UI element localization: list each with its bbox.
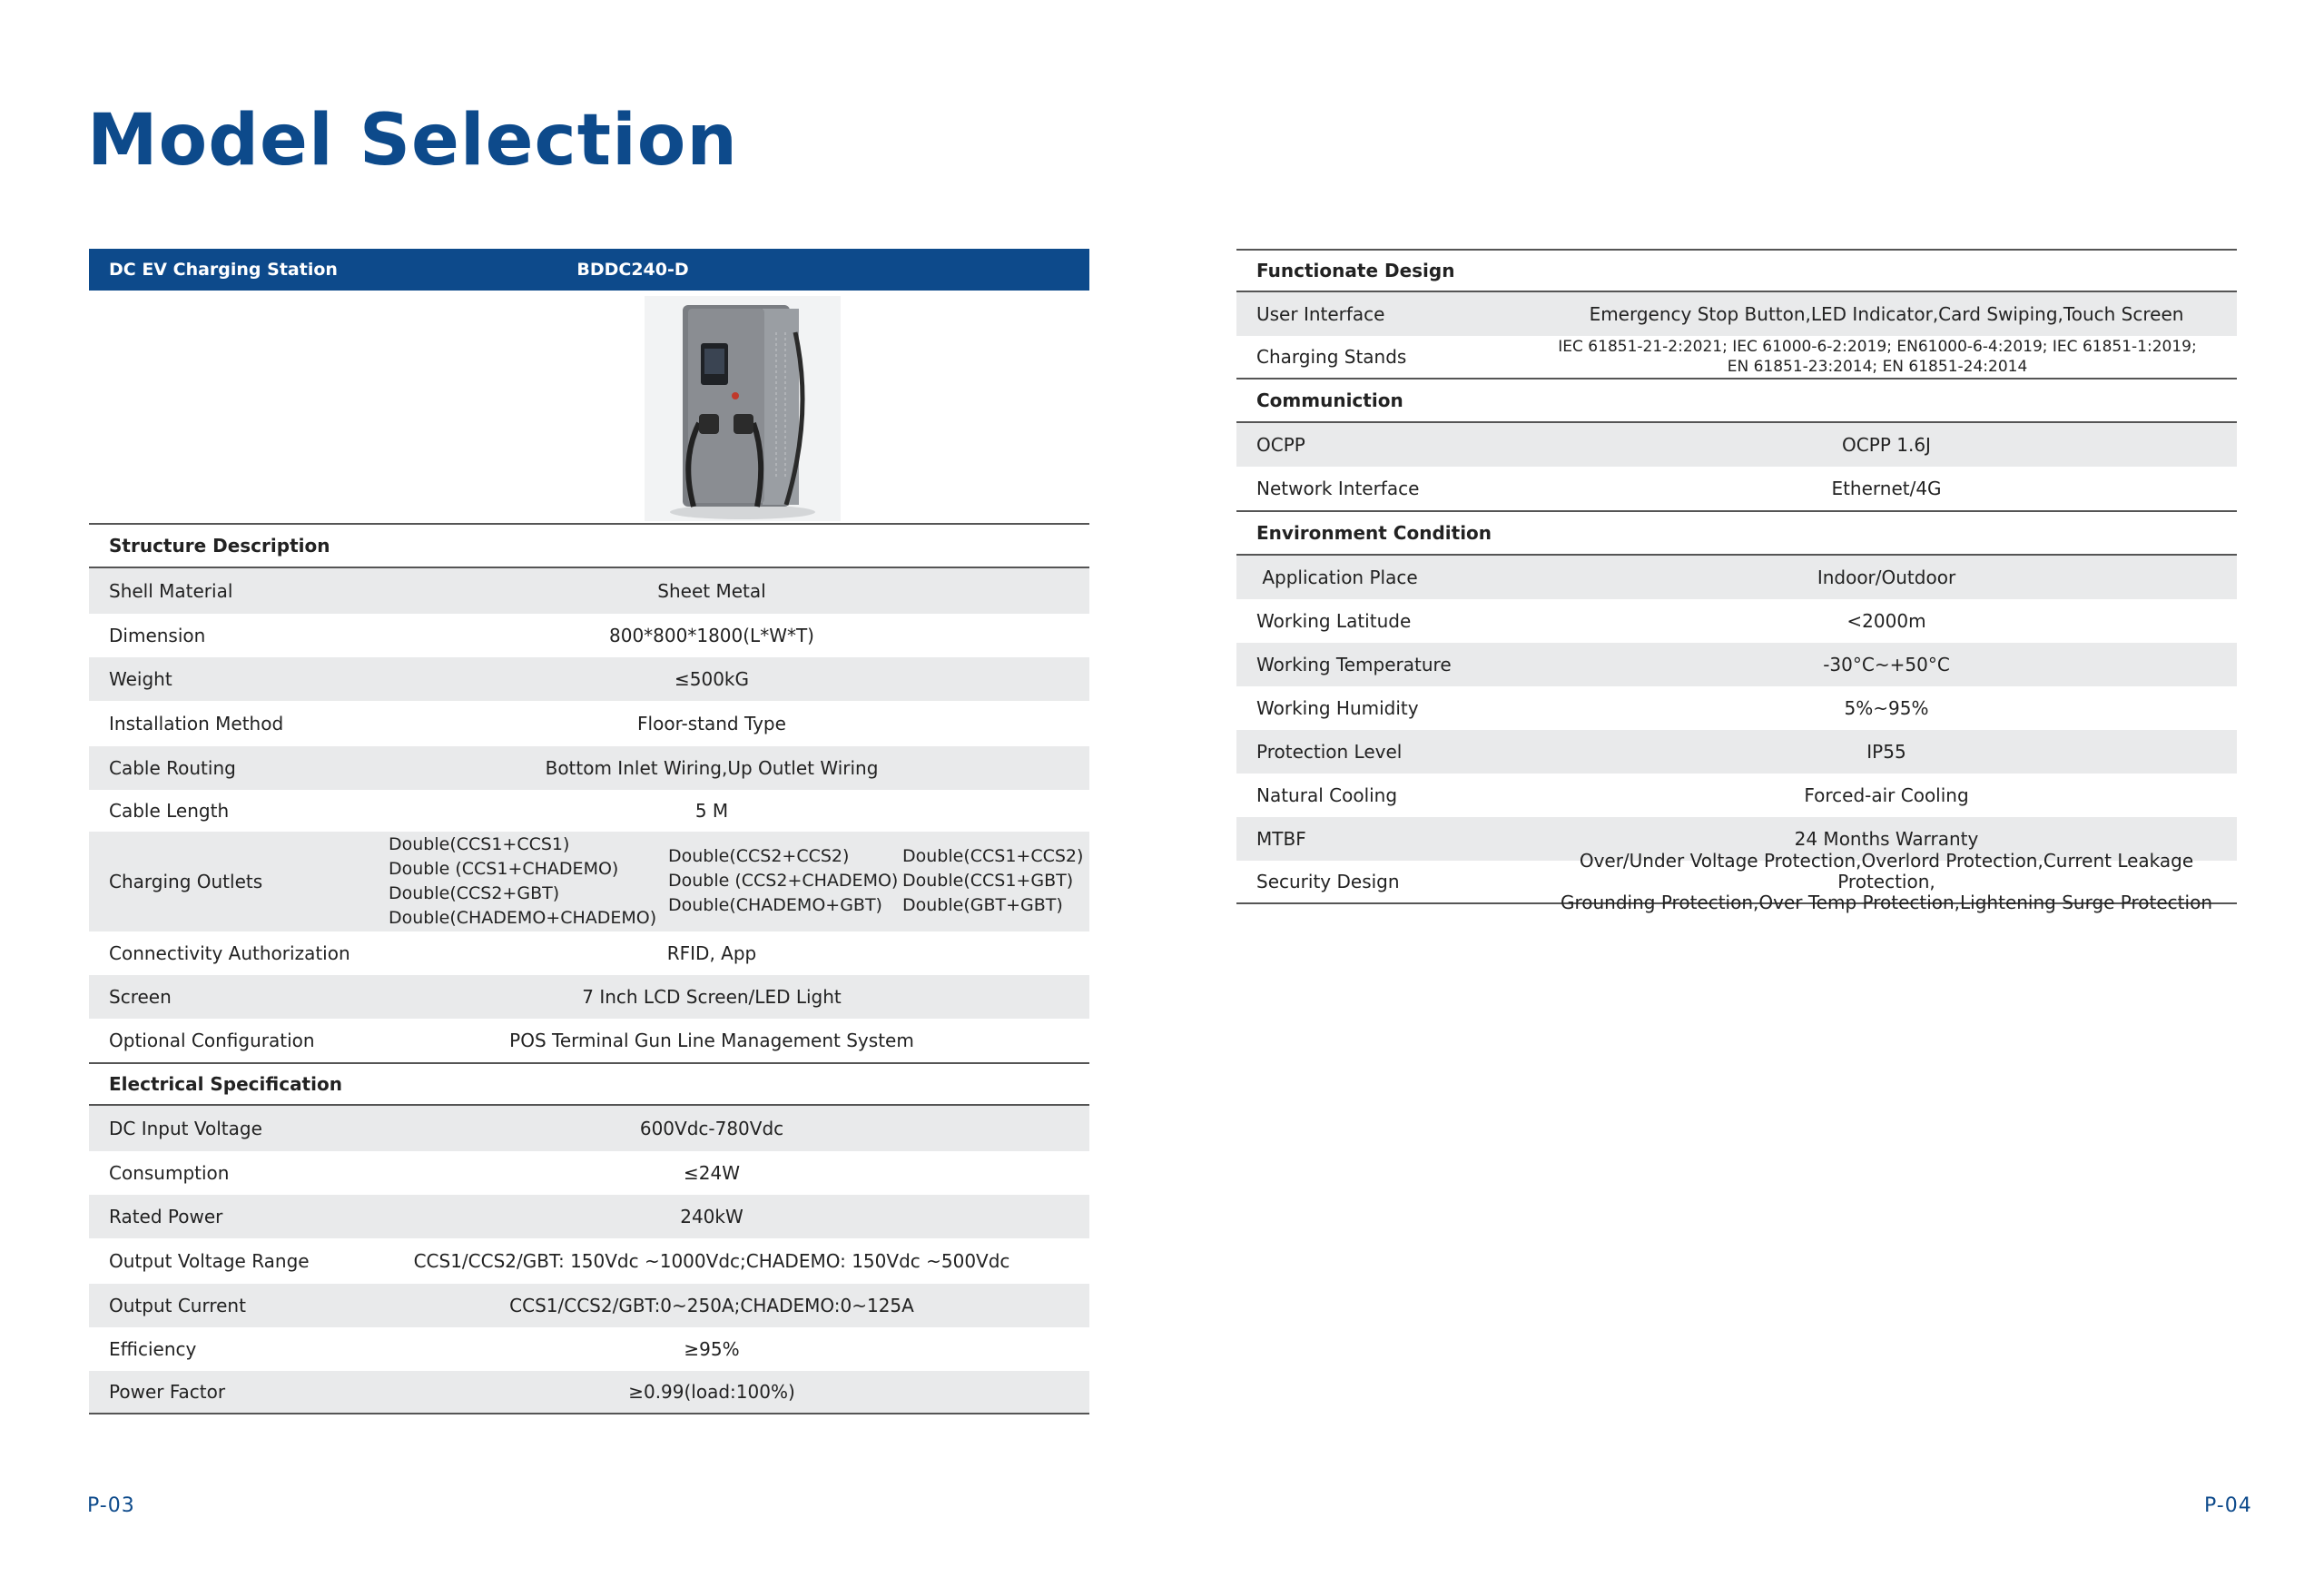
table-row: Shell Material Sheet Metal	[89, 568, 1089, 614]
table-row: MTBF 24 Months Warranty	[1236, 817, 2237, 861]
charging-outlets-row: Charging Outlets Double(CCS1+CCS1) Double (CCS1+CHADEMO) Double(CCS2+GBT) Double(CHADEMO+CHADEMO) Double(CCS2+CCS2) Double (CCS2+CHADEMO) Double(CHADEMO+GBT) Double(CCS1+CCS2) Double(CCS1+GBT) Double(GBT+GBT)	[89, 832, 1089, 931]
left-spec-table	[89, 249, 1089, 1414]
header-model: BDDC240-D	[576, 260, 689, 280]
header-label: DC EV Charging Station	[109, 260, 338, 280]
right-spec-table	[1236, 249, 2237, 913]
table-row: Security Design Over/Under Voltage Protection,Overlord Protection,Current Leakage Protection, Grounding Protection,Over Temp Protection,Lightening Surge Protection	[1236, 861, 2237, 904]
page-number-right: P-04	[2204, 1494, 2252, 1517]
table-row: Weight ≤500kG	[89, 657, 1089, 701]
page-number-left: P-03	[87, 1494, 135, 1517]
outlets-col-3: Double(CCS1+CCS2) Double(CCS1+GBT) Double(GBT+GBT)	[902, 846, 1084, 915]
table-row: Power Factor ≥0.99(load:100%)	[89, 1371, 1089, 1414]
section-environment: Environment Condition	[1236, 512, 2237, 556]
section-function: Functionate Design	[1236, 249, 2237, 292]
outlets-col-1: Double(CCS1+CCS1) Double (CCS1+CHADEMO) Double(CCS2+GBT) Double(CHADEMO+CHADEMO)	[389, 834, 657, 928]
table-row: Connectivity Authorization RFID, App	[109, 942, 757, 964]
table-row: Output Voltage Range CCS1/CCS2/GBT: 150Vdc ~1000Vdc;CHADEMO: 150Vdc ~500Vdc	[109, 1250, 1010, 1272]
table-row: Working Humidity 5%~95%	[1256, 697, 1929, 719]
table-row: Working Temperature -30°C~+50°C	[1236, 643, 2237, 686]
table-row: Protection Level IP55	[1236, 730, 2237, 774]
product-image-row	[89, 291, 1089, 525]
table-row: Installation Method Floor-stand Type	[109, 713, 786, 734]
table-row: Application Place Indoor/Outdoor	[1236, 556, 2237, 599]
table-row: Working Latitude <2000m	[1256, 610, 1926, 632]
section-communication: Communiction	[1236, 379, 2237, 423]
table-row: Optional Configuration POS Terminal Gun Line Management System	[109, 1030, 914, 1051]
outlets-col-2: Double(CCS2+CCS2) Double (CCS2+CHADEMO) Double(CHADEMO+GBT)	[668, 846, 899, 915]
table-row: Screen 7 Inch LCD Screen/LED Light	[89, 975, 1089, 1019]
table-row: Dimension 800*800*1800(L*W*T)	[109, 625, 814, 646]
section-structure: Structure Description	[89, 525, 1089, 568]
section-electrical: Electrical Specification	[89, 1062, 1089, 1106]
charger-image	[645, 296, 841, 521]
table-row: Natural Cooling Forced-air Cooling	[1256, 784, 1969, 806]
table-row: Consumption ≤24W	[109, 1162, 740, 1184]
table-row: Efficiency ≥95%	[109, 1338, 740, 1360]
table-header	[89, 249, 1089, 291]
table-row: OCPP OCPP 1.6J	[1236, 423, 2237, 467]
table-row: Charging Stands IEC 61851-21-2:2021; IEC 61000-6-2:2019; EN61000-6-4:2019; IEC 61851-1:2019; EN 61851-23:2014; EN 61851-24:2014	[1236, 336, 2237, 379]
table-row: Output Current CCS1/CCS2/GBT:0~250A;CHADEMO:0~125A	[89, 1284, 1089, 1327]
outlets-grid	[389, 833, 1089, 931]
table-row: Cable Routing Bottom Inlet Wiring,Up Outlet Wiring	[89, 746, 1089, 790]
table-row: User Interface Emergency Stop Button,LED Indicator,Card Swiping,Touch Screen	[1236, 292, 2237, 336]
table-row: Network Interface Ethernet/4G	[1236, 467, 2237, 512]
table-row: Rated Power 240kW	[89, 1195, 1089, 1238]
page-title: Model Selection	[87, 100, 738, 182]
table-row: Cable Length 5 M	[109, 800, 729, 822]
table-row: DC Input Voltage 600Vdc-780Vdc	[89, 1106, 1089, 1151]
